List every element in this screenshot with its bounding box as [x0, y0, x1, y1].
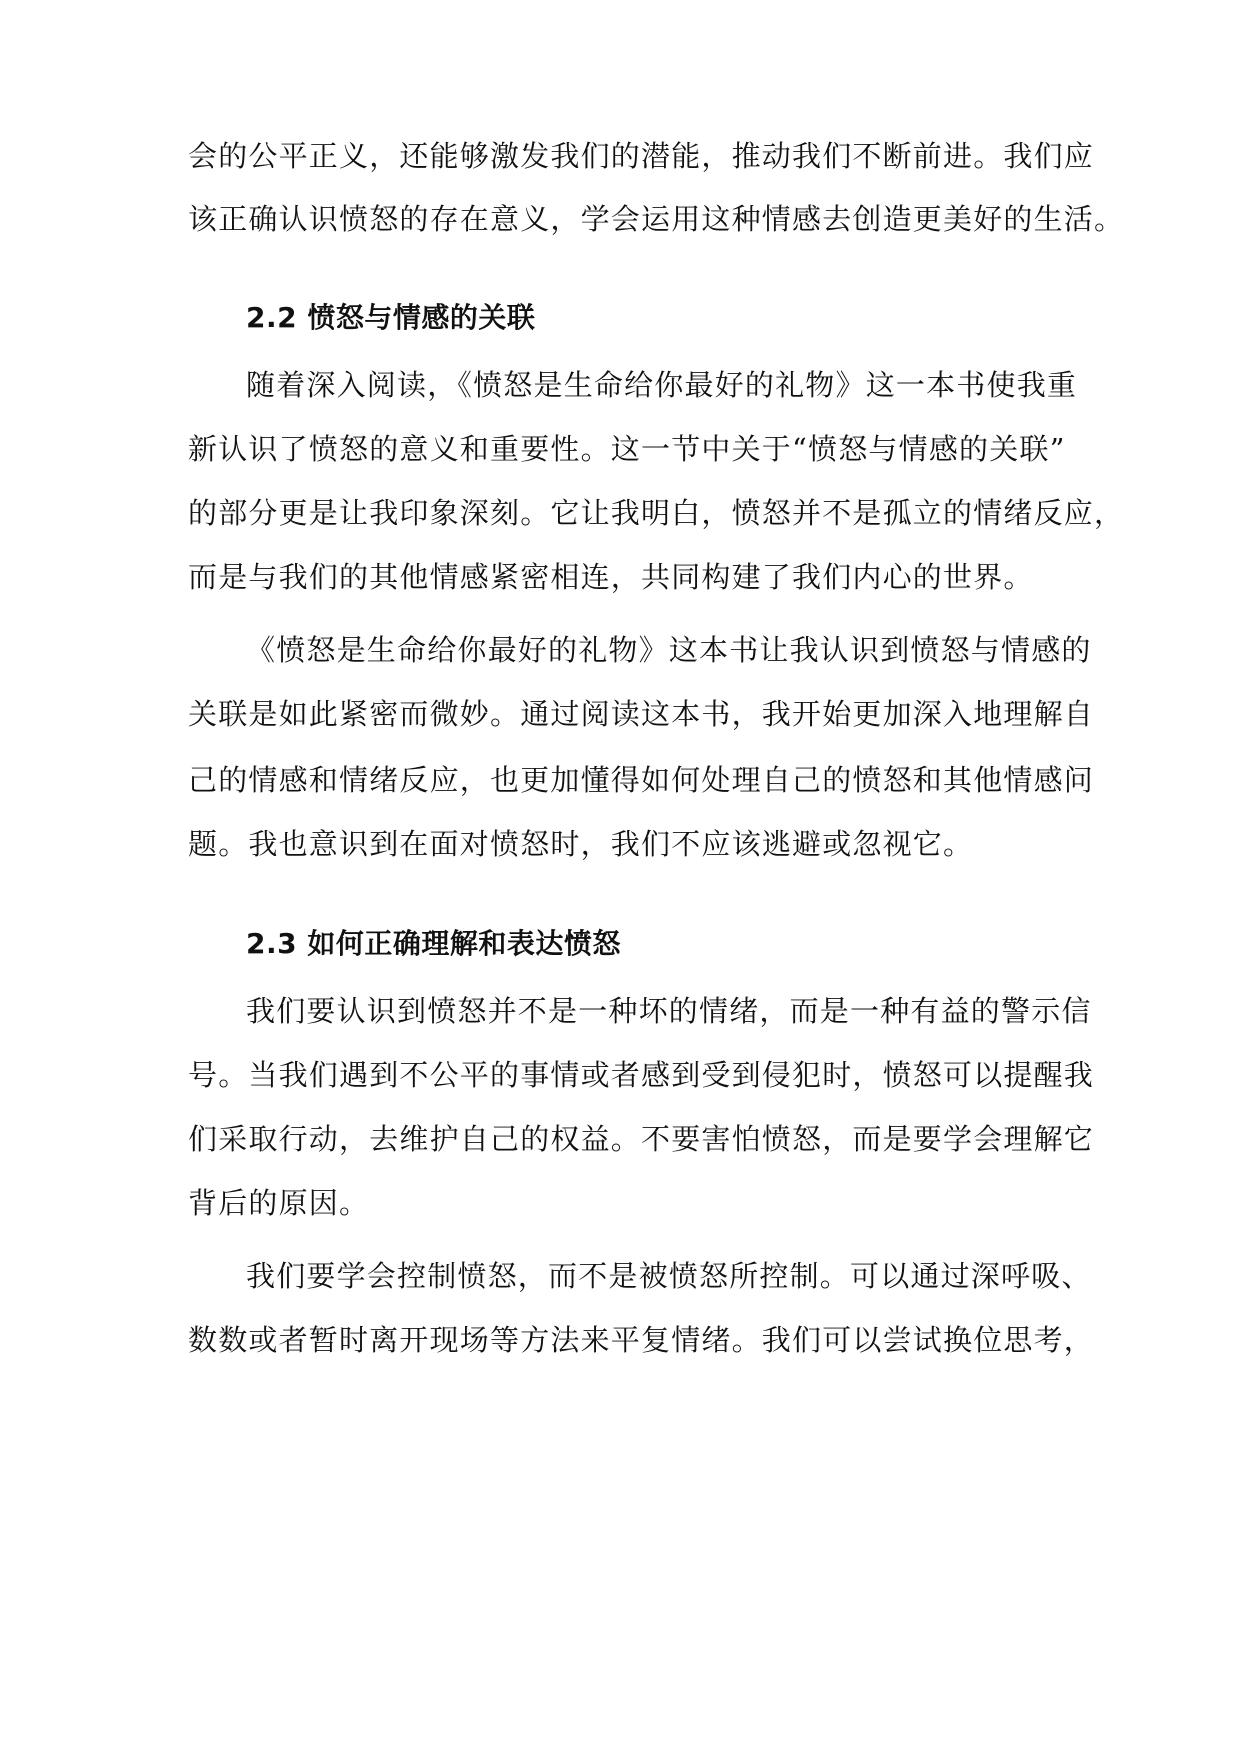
paragraph-line: 会的公平正义，还能够激发我们的潜能，推动我们不断前进。我们应: [188, 139, 1095, 173]
paragraph-line: 号。当我们遇到不公平的事情或者感到受到侵犯时，愤怒可以提醒我: [188, 1058, 1095, 1092]
paragraph-line: 题。我也意识到在面对愤怒时，我们不应该逃避或忽视它。: [188, 827, 974, 861]
paragraph-line: 的部分更是让我印象深刻。它让我明白，愤怒并不是孤立的情绪反应，: [188, 496, 1125, 530]
paragraph-line: 背后的原因。: [188, 1186, 370, 1220]
paragraph-line: 我们要认识到愤怒并不是一种坏的情绪，而是一种有益的警示信: [246, 994, 1092, 1028]
section-heading-2-2: 2.2 愤怒与情感的关联: [246, 301, 536, 334]
paragraph-line: 随着深入阅读，《愤怒是生命给你最好的礼物》这一本书使我重: [246, 368, 1078, 402]
paragraph-line: 新认识了愤怒的意义和重要性。这一节中关于“愤怒与情感的关联”: [188, 432, 1066, 466]
paragraph-line: 己的情感和情绪反应，也更加懂得如何处理自己的愤怒和其他情感问: [188, 763, 1095, 797]
paragraph-line: 关联是如此紧密而微妙。通过阅读这本书，我开始更加深入地理解自: [188, 697, 1095, 731]
paragraph-line: 我们要学会控制愤怒，而不是被愤怒所控制。可以通过深呼吸、: [246, 1259, 1092, 1293]
paragraph-line: 们采取行动，去维护自己的权益。不要害怕愤怒，而是要学会理解它: [188, 1122, 1095, 1156]
paragraph-line: 而是与我们的其他情感紧密相连，共同构建了我们内心的世界。: [188, 560, 1034, 594]
paragraph-line: 该正确认识愤怒的存在意义，学会运用这种情感去创造更美好的生活。: [188, 202, 1125, 236]
paragraph-line: 数数或者暂时离开现场等方法来平复情绪。我们可以尝试换位思考，: [188, 1323, 1095, 1357]
section-heading-2-3: 2.3 如何正确理解和表达愤怒: [246, 927, 621, 960]
paragraph-line: 《愤怒是生命给你最好的礼物》这本书让我认识到愤怒与情感的: [246, 633, 1092, 667]
